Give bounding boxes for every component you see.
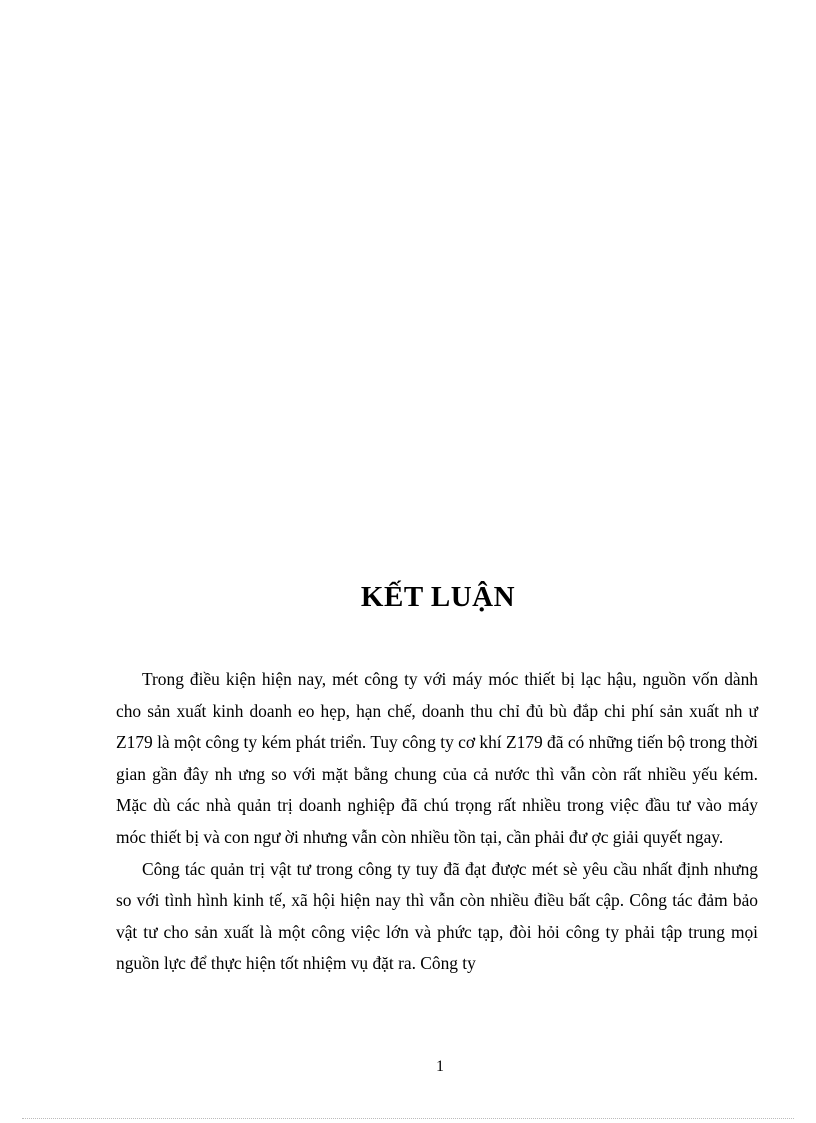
- page-number: 1: [436, 1058, 444, 1075]
- body-text: [116, 664, 758, 980]
- paragraph-2: Công tác quản trị vật tư trong công ty tuy đã đạt được mét sè yêu cầu nhất định nhưng so với tình hình kinh tế, xã hội hiện nay thì vẫn còn nhiều điều bất cập. Công tác đảm bảo vật tư cho sản xuất là một công việc lớn và phức tạp, đòi hỏi công ty phải tập trung mọi nguồn lực để thực hiện tốt nhiệm vụ đặt ra. Công ty: [116, 858, 758, 974]
- footer-divider: [22, 1118, 794, 1119]
- paragraph-1: Trong điều kiện hiện nay, mét công ty với máy móc thiết bị lạc hậu, nguồn vốn dành cho sản xuất kinh doanh eo hẹp, hạn chế, doanh thu chỉ đủ bù đắp chi phí sản xuất nh ư Z179 là một công ty kém phát triển. Tuy công ty cơ khí Z179 đã có những tiến bộ trong thời gian gần đây nh ưng so với mặt bằng chung của cả nước thì vẫn còn rất nhiều yếu kém. Mặc dù các nhà quản trị doanh nghiệp đã chú trọng rất nhiều trong việc đầu tư vào máy móc thiết bị và con ngư ời nhưng vẫn còn nhiều tồn tại, cần phải đư ợc giải quyết ngay.: [116, 669, 758, 847]
- page-title: KẾT LUẬN: [360, 581, 516, 613]
